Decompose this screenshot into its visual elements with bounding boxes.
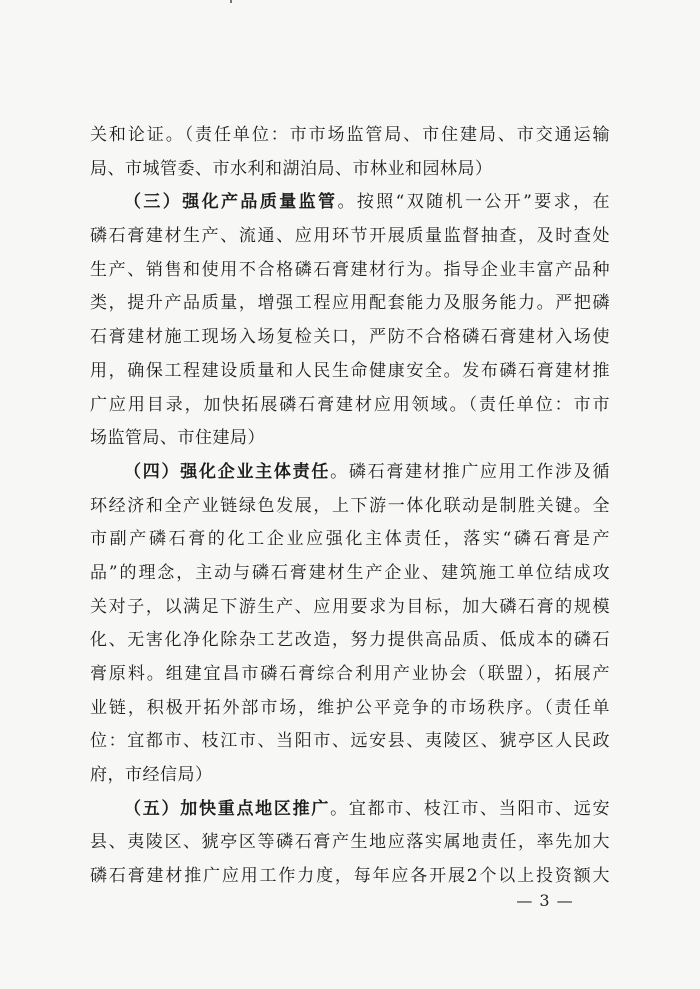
paragraph-3-first-line — [90, 186, 610, 220]
text-line: 关和论证。（责任单位：市市场监管局、市住建局、市交通运输 — [90, 125, 610, 145]
page-number: — 3 — — [516, 891, 574, 910]
text-run: 。磷石膏建材推广应用工作涉及循 — [330, 461, 611, 482]
section-heading-4: （四）强化企业主体责任 — [124, 461, 331, 482]
text-line: 府，市经信局） — [90, 765, 213, 786]
text-line: 县、夷陵区、猇亭区等磷石膏产生地应落实属地责任，率先加大 — [90, 832, 610, 853]
text-line: 类，提升产品质量，增强工程应用配套能力及服务能力。严把磷 — [90, 293, 610, 314]
text-run: 。按照“双随机一公开”要求，在 — [337, 192, 610, 213]
paragraph-4-first-line — [90, 456, 610, 490]
text-line: 广应用目录，加快拓展磷石膏建材应用领域。（责任单位：市市 — [90, 394, 610, 415]
body-text — [90, 119, 610, 894]
text-run: 。宜都市、枝江市、当阳市、远安 — [330, 798, 611, 819]
section-heading-3: （三）强化产品质量监管 — [124, 192, 338, 213]
text-line: 品”的理念，主动与磷石膏建材生产企业、建筑施工单位结成攻 — [90, 562, 610, 583]
text-line: 膏原料。组建宜昌市磷石膏综合利用产业协会（联盟），拓展产 — [90, 664, 610, 684]
text-line: 生产、销售和使用不合格磷石膏建材行为。指导企业丰富产品种 — [90, 259, 610, 280]
text-line: 磷石膏建材生产、流通、应用环节开展质量监督抽查，及时查处 — [90, 226, 610, 247]
text-line: 磷石膏建材推广应用工作力度，每年应各开展2个以上投资额大 — [90, 866, 610, 887]
text-line: 关对子，以满足下游生产、应用要求为目标，加大磷石膏的规模 — [90, 596, 610, 617]
text-line: 环经济和全产业链绿色发展，上下游一体化联动是制胜关键。全 — [90, 495, 610, 516]
text-line: 石膏建材施工现场入场复检关口，严防不合格磷石膏建材入场使 — [90, 327, 610, 348]
section-heading-5: （五）加快重点地区推广 — [124, 798, 331, 819]
paragraph-5-first-line — [90, 793, 610, 827]
text-line: 业链，积极开拓外部市场，维护公平竞争的市场秩序。（责任单 — [90, 697, 610, 718]
text-line: 场监管局、市住建局） — [90, 428, 265, 449]
text-line: 市副产磷石膏的化工企业应强化主体责任，落实“磷石膏是产 — [90, 529, 610, 550]
text-line: 化、无害化净化除杂工艺改造，努力提供高品质、低成本的磷石 — [90, 630, 610, 651]
scan-mark — [230, 0, 232, 3]
text-line: 用，确保工程建设质量和人民生命健康安全。发布磷石膏建材推 — [90, 360, 610, 381]
text-line: 局、市城管委、市水利和湖泊局、市林业和园林局） — [90, 158, 493, 179]
text-line: 位：宜都市、枝江市、当阳市、远安县、夷陵区、猇亭区人民政 — [90, 731, 610, 752]
